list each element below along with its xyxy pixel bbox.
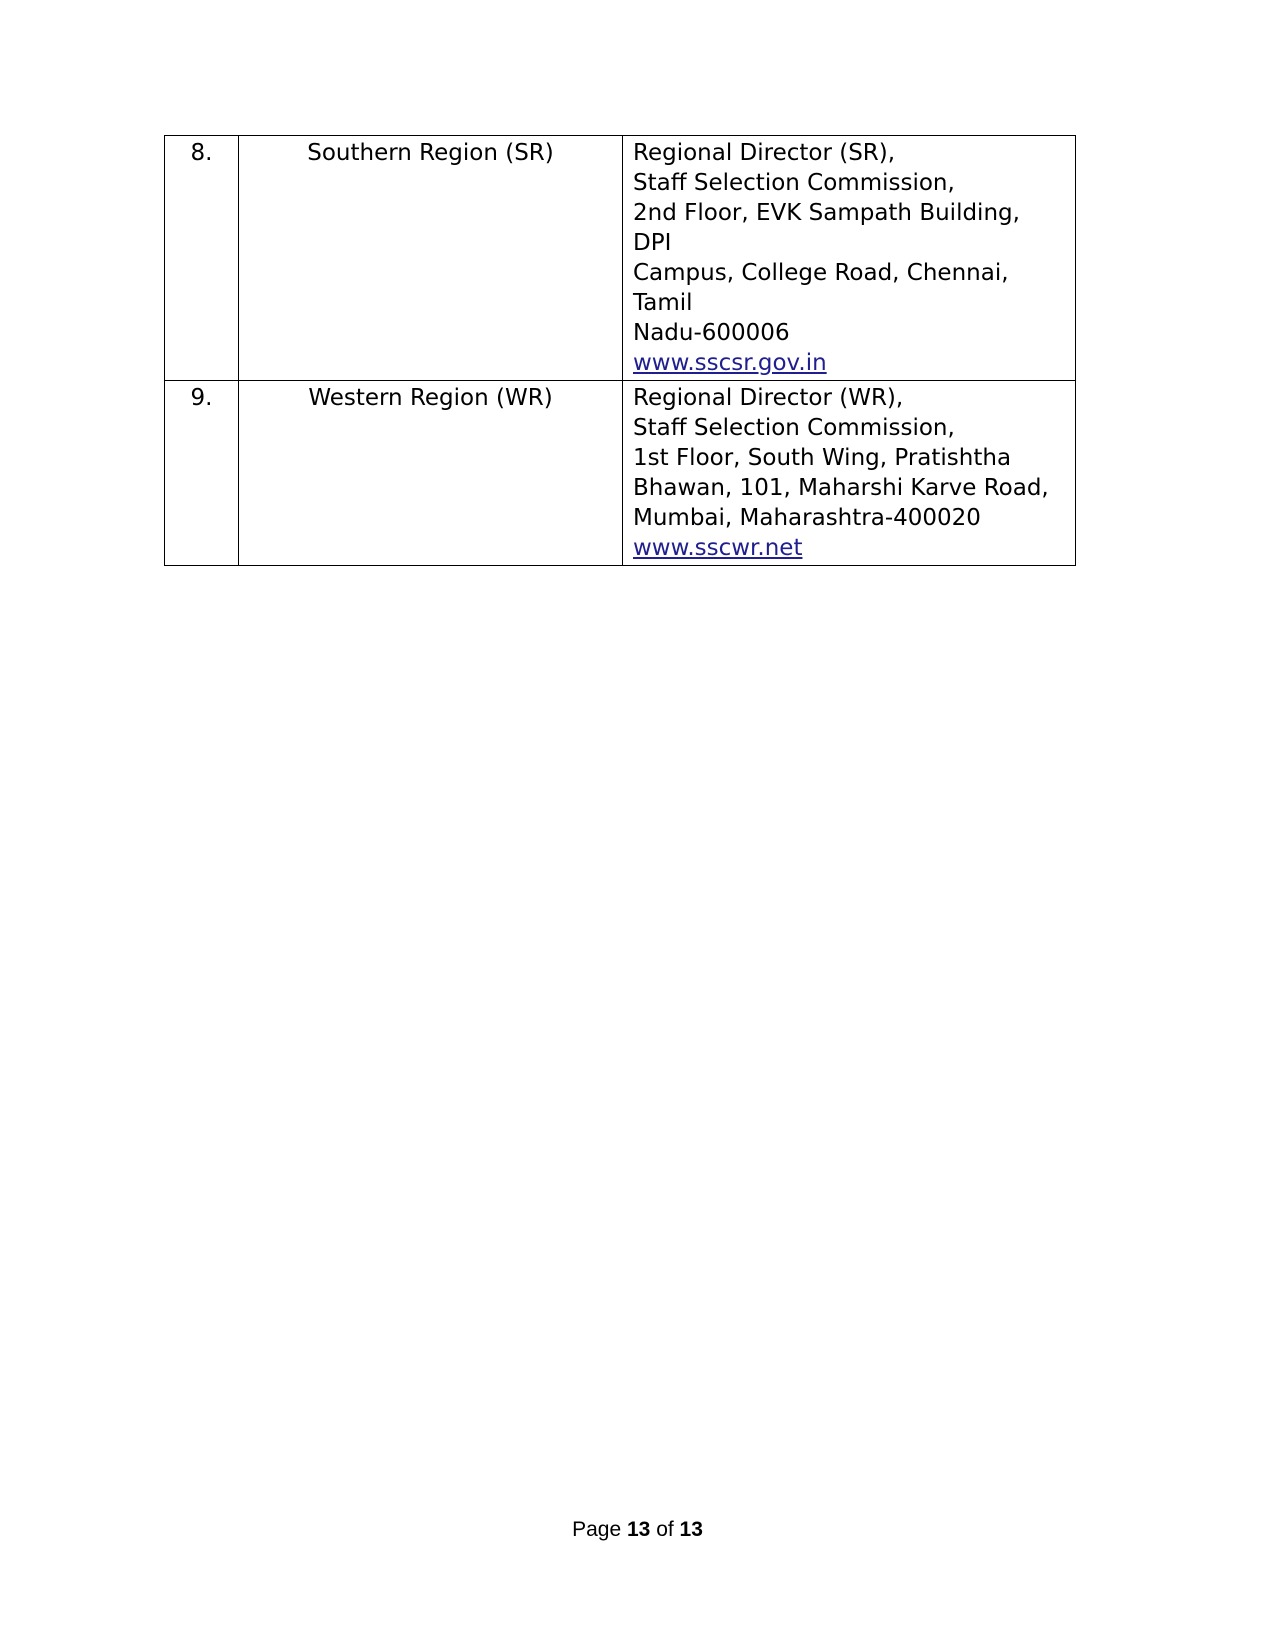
address-line: Regional Director (SR), xyxy=(633,140,896,166)
total-page-count: 13 xyxy=(679,1518,703,1541)
website-link[interactable]: www.sscsr.gov.in xyxy=(633,350,827,376)
address-line: Regional Director (WR), xyxy=(633,385,904,411)
page-of-label: of xyxy=(656,1518,674,1541)
address-line: Campus, College Road, Chennai, Tamil xyxy=(633,260,1009,316)
address-line: Nadu-600006 xyxy=(633,320,790,346)
regional-offices-table xyxy=(164,135,1076,566)
address-line: Staff Selection Commission, xyxy=(633,415,955,441)
page-number-footer xyxy=(0,1518,1275,1542)
serial-number-cell: 8. xyxy=(165,136,239,381)
address-cell xyxy=(623,381,1076,566)
page-label: Page xyxy=(572,1518,622,1541)
address-line: 2nd Floor, EVK Sampath Building, DPI xyxy=(633,200,1020,256)
serial-number-cell: 9. xyxy=(165,381,239,566)
address-cell xyxy=(623,136,1076,381)
current-page-number: 13 xyxy=(626,1518,651,1541)
table-row xyxy=(165,381,1076,566)
address-line: Staff Selection Commission, xyxy=(633,170,955,196)
region-name-cell: Southern Region (SR) xyxy=(239,136,623,381)
address-line: Mumbai, Maharashtra-400020 xyxy=(633,505,981,531)
address-line: 1st Floor, South Wing, Pratishtha xyxy=(633,445,1012,471)
website-link[interactable]: www.sscwr.net xyxy=(633,535,803,561)
table-row xyxy=(165,136,1076,381)
region-name-cell: Western Region (WR) xyxy=(239,381,623,566)
address-line: Bhawan, 101, Maharshi Karve Road, xyxy=(633,475,1049,501)
